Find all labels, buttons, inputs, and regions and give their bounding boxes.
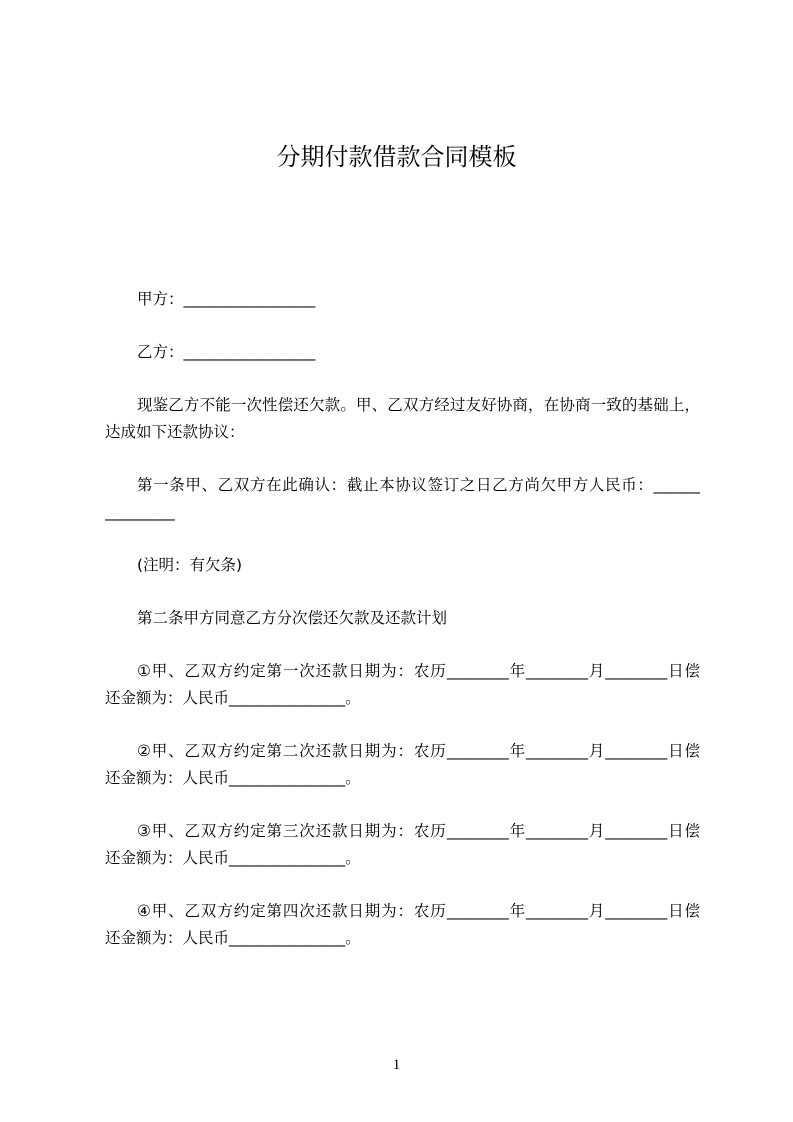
preamble-paragraph [105,392,705,446]
installment-1-paragraph [105,658,705,712]
document-body [105,286,705,978]
installment-2-amount-line: 还金额为：人民币_______________。 [105,769,361,787]
party-a-paragraph [105,286,705,313]
preamble-line: 现鉴乙方不能一次性偿还欠款。甲、乙双方经过友好协商，在协商一致的基础上， [137,396,700,414]
installment-3-amount-line: 还金额为：人民币_______________。 [105,849,361,867]
installment-2-paragraph [105,738,705,792]
party-b-paragraph [105,339,705,366]
installment-1-amount-line: 还金额为：人民币_______________。 [105,689,361,707]
installment-4-paragraph [105,898,705,952]
installment-1-date-line: ①甲、乙双方约定第一次还款日期为：农历________年________月________日偿 [137,662,700,680]
installment-4-date-line: ④甲、乙双方约定第四次还款日期为：农历________年________月________日偿 [137,902,700,920]
note-line: (注明：有欠条) [137,556,243,574]
article-1-line: 第一条甲、乙双方在此确认：截止本协议签订之日乙方尚欠甲方人民币：______ [137,476,700,494]
note-paragraph [105,552,705,579]
article-1-line: _________ [105,503,175,521]
party-a-line: 甲方：_________________ [137,290,316,308]
article-1-paragraph [105,472,705,526]
installment-3-date-line: ③甲、乙双方约定第三次还款日期为：农历________年________月________日偿 [137,822,700,840]
party-b-line: 乙方：_________________ [137,343,316,361]
page-number: 1 [392,1057,401,1073]
article-2-paragraph [105,605,705,632]
installment-2-date-line: ②甲、乙双方约定第二次还款日期为：农历________年________月________日偿 [137,742,700,760]
preamble-line: 达成如下还款协议： [105,423,245,441]
installment-3-paragraph [105,818,705,872]
document-title: 分期付款借款合同模板 [276,143,517,171]
article-2-heading: 第二条甲方同意乙方分次偿还欠款及还款计划 [137,609,448,627]
installment-4-amount-line: 还金额为：人民币_______________。 [105,929,361,947]
